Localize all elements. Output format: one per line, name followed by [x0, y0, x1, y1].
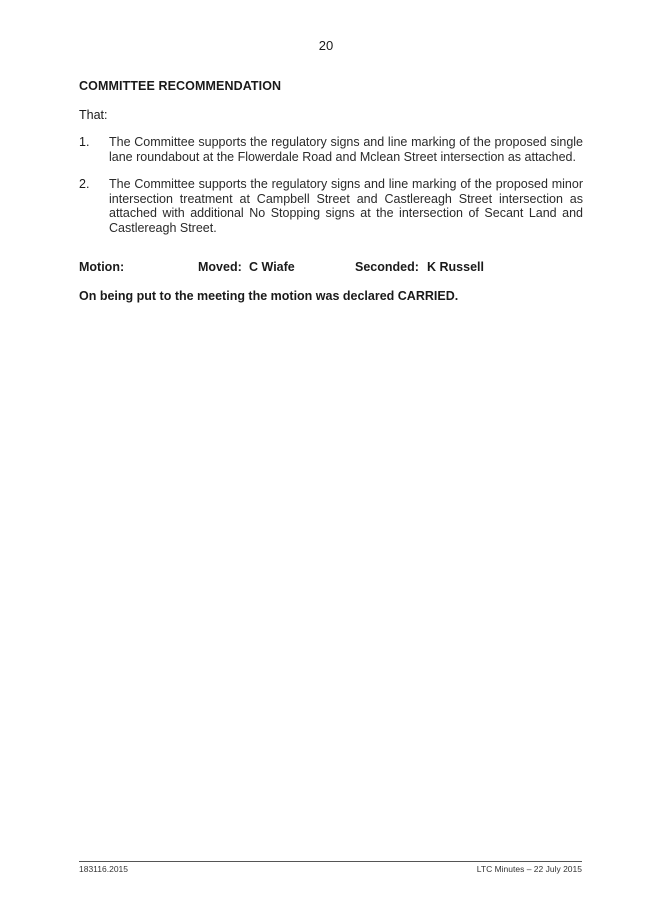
- footer-divider: [79, 861, 582, 862]
- document-reference: 183116.2015: [79, 864, 129, 874]
- document-title-date: LTC Minutes – 22 July 2015: [476, 864, 582, 874]
- page-number: 20: [318, 38, 334, 53]
- moved-label: Moved:: [198, 260, 242, 274]
- section-heading: COMMITTEE RECOMMENDATION: [79, 79, 282, 93]
- recommendation-item: [79, 177, 583, 235]
- motion-label: Motion:: [79, 260, 125, 274]
- recommendation-item: [79, 135, 583, 164]
- motion-outcome: On being put to the meeting the motion was declared CARRIED.: [79, 289, 459, 303]
- recommendation-text: The Committee supports the regulatory signs and line marking of the proposed single lane roundabout at the Flowerdale Road and Mclean Street intersection as attached.: [109, 135, 583, 164]
- recommendation-number: 1.: [79, 135, 90, 149]
- recommendation-number: 2.: [79, 177, 90, 192]
- intro-text: That:: [79, 108, 108, 122]
- motion-row: [79, 260, 583, 276]
- seconded-by: K Russell: [427, 260, 484, 274]
- moved-by: C Wiafe: [249, 260, 295, 274]
- recommendation-text: The Committee supports the regulatory signs and line marking of the proposed minor intersection treatment at Campbell Street and Castlereagh Street intersection as attached with additional No Stopping signs at the intersection of Secant Land and Castlereagh Street.: [109, 177, 583, 235]
- seconded-label: Seconded:: [355, 260, 419, 274]
- recommendation-list: [79, 135, 583, 249]
